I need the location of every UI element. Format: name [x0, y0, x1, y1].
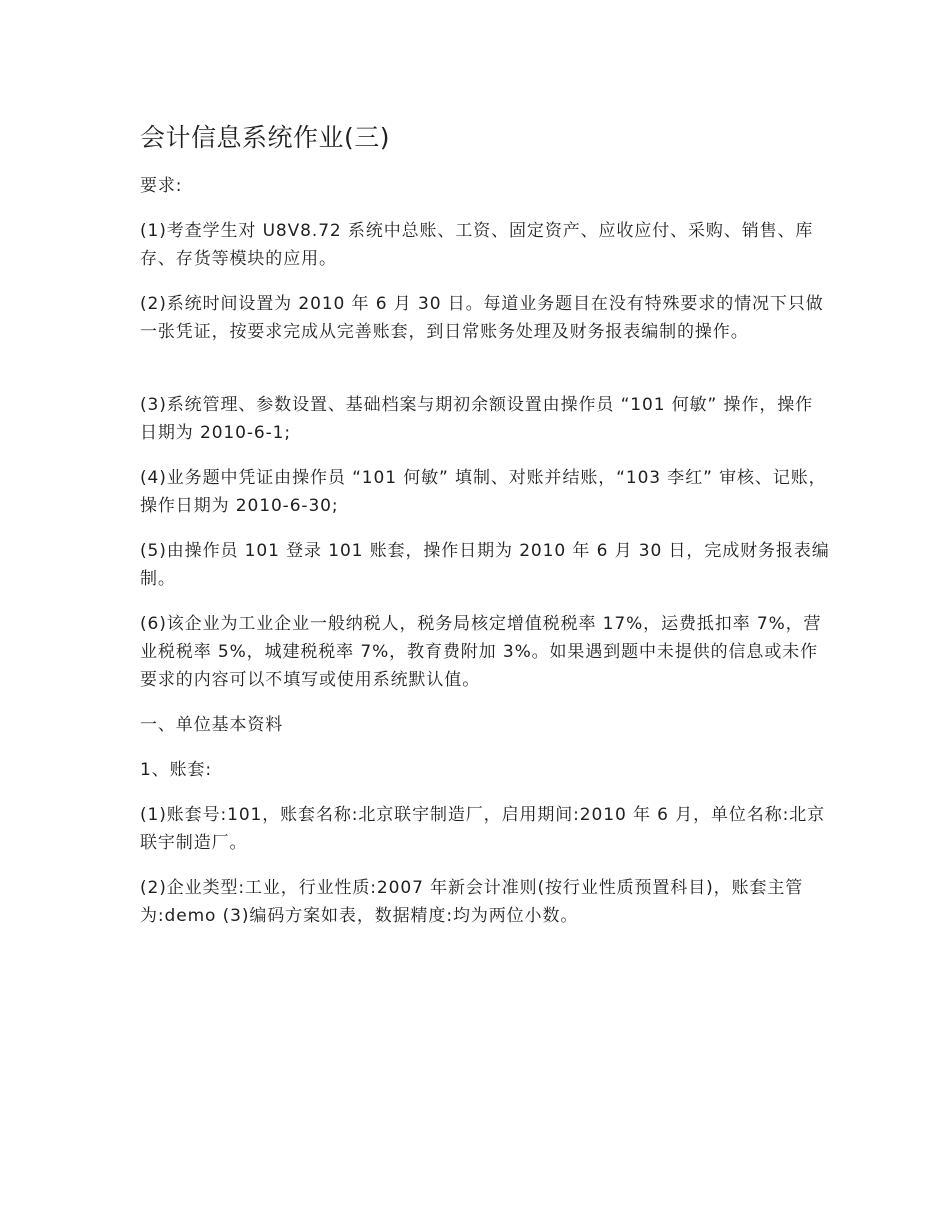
paragraph-account-set-2: (2)企业类型:工业，行业性质:2007 年新会计准则(按行业性质预置科目)，账套主管为:demo (3)编码方案如表，数据精度:均为两位小数。	[140, 878, 804, 926]
document-title: 会计信息系统作业(三)	[140, 123, 391, 152]
paragraph-requirement-4: (4)业务题中凭证由操作员 “101 何敏” 填制、对账并结账，“103 李红” 审核、记账，操作日期为 2010-6-30;	[140, 468, 827, 516]
document-page	[140, 118, 830, 947]
paragraph-requirement-1: (1)考查学生对 U8V8.72 系统中总账、工资、固定资产、应收应付、采购、销售、库存、存货等模块的应用。	[140, 221, 814, 269]
paragraph-requirement-6: (6)该企业为工业企业一般纳税人，税务局核定增值税税率 17%，运费抵扣率 7%，营业税税率 5%，城建税税率 7%，教育费附加 3%。如果遇到题中未提供的信息或未作要求的内容可以不填写或使用系统默认值。	[140, 614, 822, 690]
paragraph-requirement-5: (5)由操作员 101 登录 101 账套，操作日期为 2010 年 6 月 30 日，完成财务报表编制。	[140, 541, 830, 589]
paragraph-requirements-heading: 要求:	[140, 176, 183, 196]
paragraph-requirement-2: (2)系统时间设置为 2010 年 6 月 30 日。每道业务题目在没有特殊要求的情况下只做一张凭证，按要求完成从完善账套，到日常账务处理及财务报表编制的操作。	[140, 294, 824, 342]
section-heading-company-info: 一、单位基本资料	[140, 715, 284, 735]
paragraph-account-set-1: (1)账套号:101，账套名称:北京联宇制造厂，启用期间:2010 年 6 月，单位名称:北京联宇制造厂。	[140, 805, 826, 853]
paragraph-requirement-3: (3)系统管理、参数设置、基础档案与期初余额设置由操作员 “101 何敏” 操作，操作日期为 2010-6-1;	[140, 395, 814, 443]
subsection-heading-account-set: 1、账套:	[140, 760, 213, 780]
